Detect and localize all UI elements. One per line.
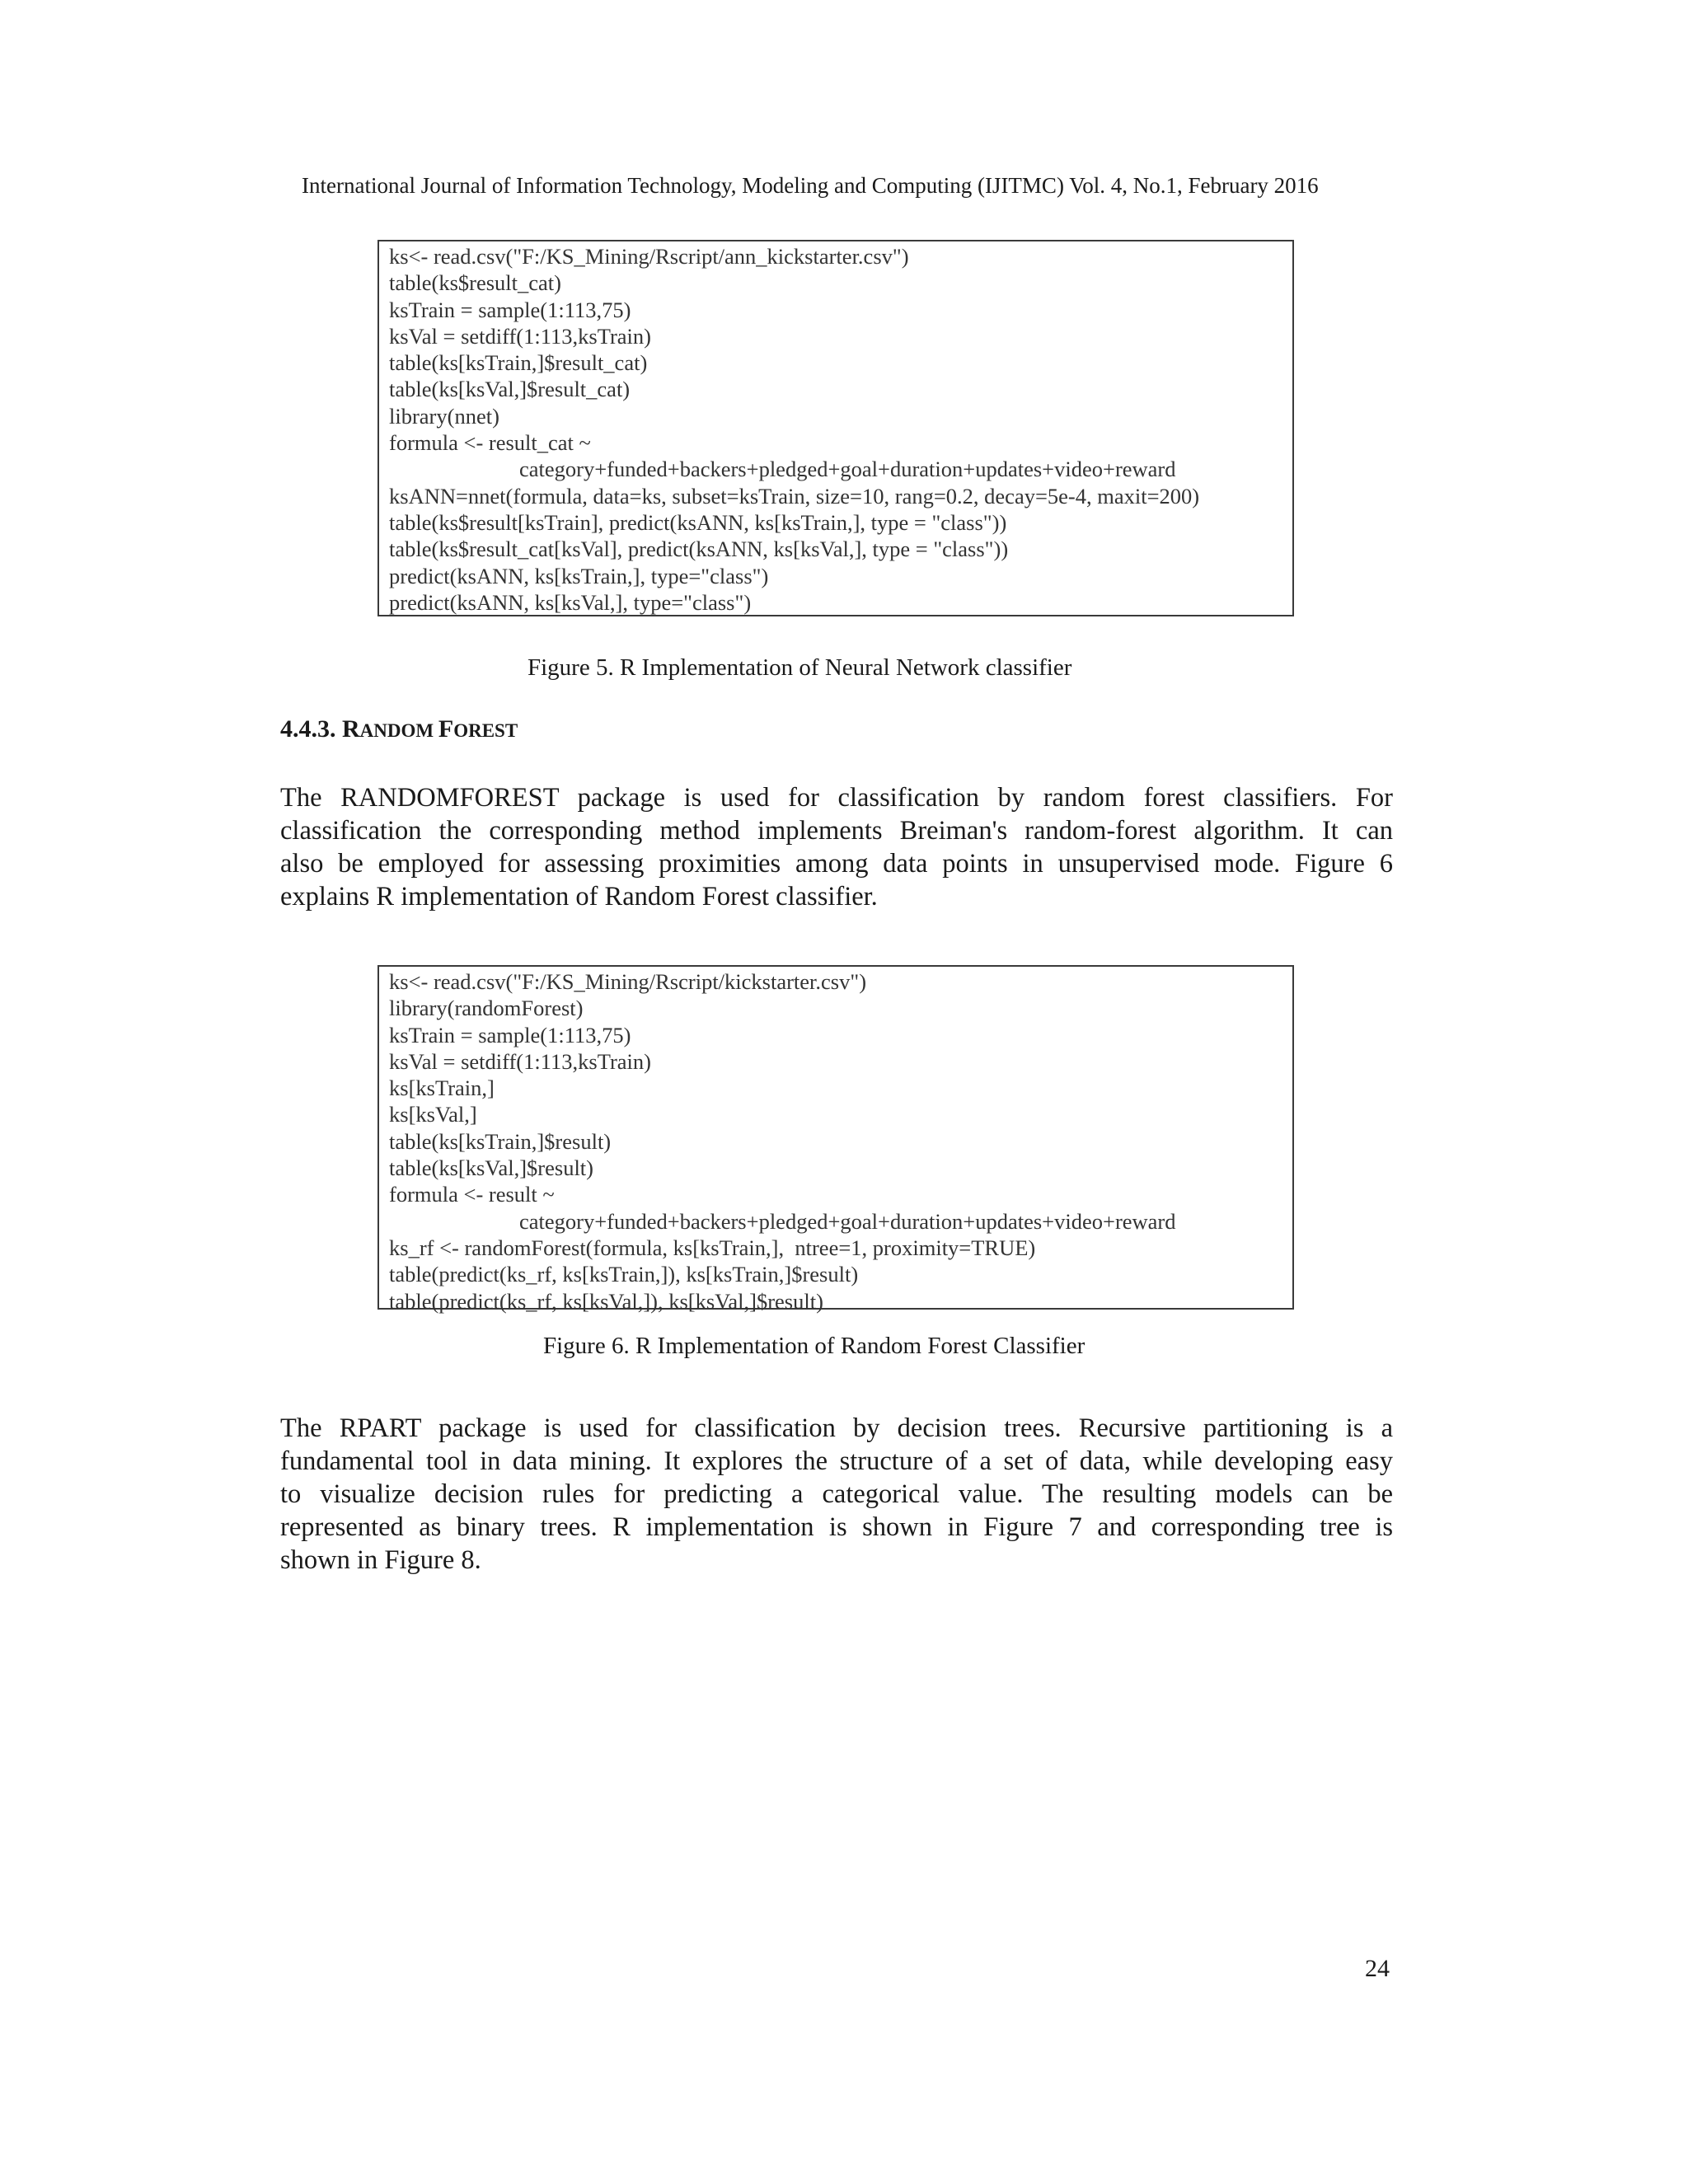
section-title-part: ANDOM <box>359 720 438 741</box>
journal-header: International Journal of Information Technology, Modeling and Computing (IJITMC) Vol. 4, No.1, February 2016 <box>302 173 1319 198</box>
code-line: table(ks$result_cat[ksVal], predict(ksANN, ks[ksVal,], type = "class")) <box>389 537 1009 562</box>
code-line: table(predict(ks_rf, ks[ksVal,]), ks[ksVal,]$result) <box>389 1288 823 1314</box>
code-line: table(ks$result_cat) <box>389 270 561 296</box>
code-line: table(ks[ksTrain,]$result) <box>389 1128 612 1154</box>
code-line: library(nnet) <box>389 403 499 429</box>
code-line: ks[ksVal,] <box>389 1102 477 1127</box>
code-line: table(ks$result[ksTrain], predict(ksANN, ks[ksTrain,], type = "class")) <box>389 509 1007 535</box>
code-line: ksVal = setdiff(1:113,ksTrain) <box>389 323 651 349</box>
section-title-part: F <box>438 715 454 743</box>
code-line: ksANN=nnet(formula, data=ks, subset=ksTrain, size=10, rang=0.2, decay=5e-4, maxit=200) <box>389 483 1200 509</box>
code-line: table(ks[ksVal,]$result) <box>389 1155 593 1181</box>
code-line: predict(ksANN, ks[ksVal,], type="class") <box>389 589 752 615</box>
code-line: predict(ksANN, ks[ksTrain,], type="class") <box>389 563 769 588</box>
paragraph-randomforest <box>280 781 1393 913</box>
figure6-code-box <box>377 965 1294 1314</box>
paragraph-line: classification the corresponding method implements Breiman's random-forest algorithm. It can <box>280 816 1393 846</box>
section-title-part: OREST <box>453 720 518 741</box>
section-title-part: R <box>342 715 360 743</box>
paragraph-line: The RPART package is used for classification by decision trees. Recursive partitioning is a <box>280 1413 1393 1443</box>
paragraph-line: represented as binary trees. R implementation is shown in Figure 7 and corresponding tree is <box>280 1512 1393 1542</box>
code-line: category+funded+backers+pledged+goal+duration+updates+video+reward <box>519 1208 1176 1234</box>
code-line: ksTrain = sample(1:113,75) <box>389 1022 631 1047</box>
code-line: ksTrain = sample(1:113,75) <box>389 297 631 322</box>
code-line: category+funded+backers+pledged+goal+duration+updates+video+reward <box>519 457 1176 482</box>
code-line: library(randomForest) <box>389 996 584 1021</box>
page-number: 24 <box>1365 1955 1390 1982</box>
paragraph-line: shown in Figure 8. <box>280 1545 481 1575</box>
paragraph-line: to visualize decision rules for predicting a categorical value. The resulting models can be <box>280 1479 1393 1509</box>
code-line: formula <- result ~ <box>389 1182 555 1207</box>
paragraph-line: also be employed for assessing proximities among data points in unsupervised mode. Figure 6 <box>280 849 1393 879</box>
code-line: table(predict(ks_rf, ks[ksTrain,]), ks[ksTrain,]$result) <box>389 1262 859 1287</box>
code-line: formula <- result_cat ~ <box>389 430 591 456</box>
code-line: ks<- read.csv("F:/KS_Mining/Rscript/kickstarter.csv") <box>389 969 867 994</box>
figure5-code-box <box>377 240 1294 616</box>
section-number: 4.4.3. <box>280 715 342 743</box>
paragraph-line: The RANDOMFOREST package is used for classification by random forest classifiers. For <box>280 783 1393 813</box>
code-line: ks<- read.csv("F:/KS_Mining/Rscript/ann_kickstarter.csv") <box>389 244 909 269</box>
code-line: table(ks[ksVal,]$result_cat) <box>389 377 631 402</box>
paragraph-rpart <box>280 1412 1393 1577</box>
figure5-caption: Figure 5. R Implementation of Neural Network classifier <box>528 654 1072 681</box>
code-line: ks_rf <- randomForest(formula, ks[ksTrain,], ntree=1, proximity=TRUE) <box>389 1235 1036 1260</box>
code-line: table(ks[ksTrain,]$result_cat) <box>389 350 648 376</box>
figure6-caption: Figure 6. R Implementation of Random Forest Classifier <box>543 1333 1085 1359</box>
paragraph-line: fundamental tool in data mining. It explores the structure of a set of data, while developing easy <box>280 1446 1393 1476</box>
code-line: ks[ksTrain,] <box>389 1076 495 1101</box>
section-heading <box>280 715 518 743</box>
code-line: ksVal = setdiff(1:113,ksTrain) <box>389 1048 651 1074</box>
paragraph-line: explains R implementation of Random Forest classifier. <box>280 882 878 912</box>
